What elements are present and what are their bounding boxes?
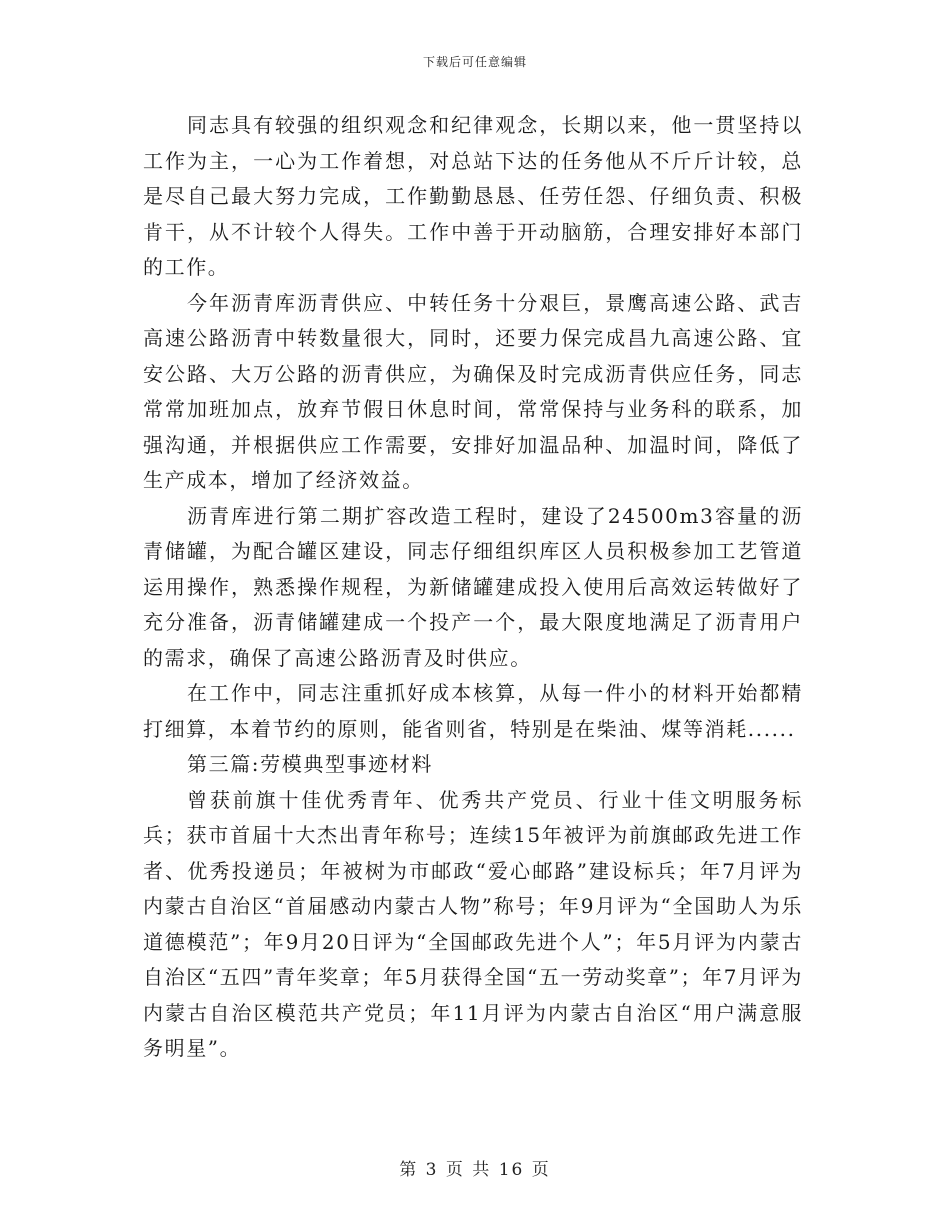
paragraph-honors: 曾获前旗十佳优秀青年、优秀共产党员、行业十佳文明服务标兵；获市首届十大杰出青年称号；连续15年被评为前旗邮政先进工作者、优秀投递员；年被树为市邮政“爱心邮路”建设标兵；年7月评为内蒙古自治区“首届感动内蒙古人物”称号；年9月评为“全国助人为乐道德模范”；年9月20日评为“全国邮政先进个人”；年5月评为内蒙古自治区“五四”青年奖章；年5月获得全国“五一劳动奖章”；年7月评为内蒙古自治区模范共产党员；年11月评为内蒙古自治区“用户满意服务明星”。 — [143, 787, 803, 1060]
paragraph-expansion-project: 沥青库进行第二期扩容改造工程时，建设了24500m3容量的沥青储罐，为配合罐区建设，同志仔细组织库区人员积极参加工艺管道运用操作，熟悉操作规程，为新储罐建成投入使用后高效运转做好了充分准备，沥青储罐建成一个投产一个，最大限度地满足了沥青用户的需求，确保了高速公路沥青及时供应。 — [143, 503, 803, 670]
page-number: 第 3 页 共 16 页 — [399, 1160, 551, 1180]
paragraph-organization-discipline: 同志具有较强的组织观念和纪律观念，长期以来，他一贯坚持以工作为主，一心为工作着想，对总站下达的任务他从不斤斤计较，总是尽自己最大努力完成，工作勤勤恳恳、任劳任怨、仔细负责、积极肯干，从不计较个人得失。工作中善于开动脑筋，合理安排好本部门的工作。 — [143, 113, 803, 279]
section-heading: 第三篇:劳模典型事迹材料 — [187, 752, 433, 776]
page-header: 下载后可任意编辑 — [422, 55, 527, 69]
document-body — [143, 108, 803, 1067]
paragraph-asphalt-supply: 今年沥青库沥青供应、中转任务十分艰巨，景鹰高速公路、武吉高速公路沥青中转数量很大，同时，还要力保完成昌九高速公路、宜安公路、大万公路的沥青供应，为确保及时完成沥青供应任务，同志常常加班加点，放弃节假日休息时间，常常保持与业务科的联系，加强沟通，并根据供应工作需要，安排好加温品种、加温时间，降低了生产成本，增加了经济效益。 — [143, 290, 803, 492]
paragraph-cost-accounting: 在工作中，同志注重抓好成本核算，从每一件小的材料开始都精打细算，本着节约的原则，能省则省，特别是在柴油、煤等消耗...... — [143, 681, 803, 741]
